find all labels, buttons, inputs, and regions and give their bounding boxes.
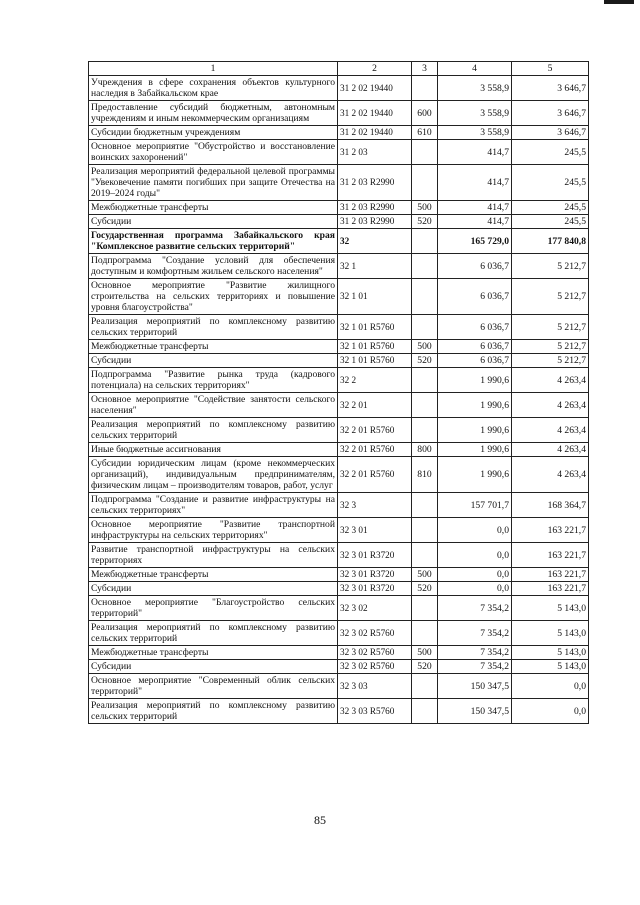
name-cell: Субсидии бюджетным учреждениям xyxy=(89,126,338,140)
vr-cell xyxy=(412,596,438,621)
value-year2-cell: 3 646,7 xyxy=(512,126,589,140)
table-row xyxy=(89,518,589,543)
header-cell: 4 xyxy=(438,62,512,76)
table-row xyxy=(89,140,589,165)
budget-table xyxy=(88,61,589,724)
code-cell: 32 2 01 R5760 xyxy=(338,418,412,443)
value-year2-cell: 245,5 xyxy=(512,165,589,201)
value-year2-cell: 177 840,8 xyxy=(512,229,589,254)
table-row xyxy=(89,418,589,443)
table-row xyxy=(89,254,589,279)
vr-cell: 500 xyxy=(412,646,438,660)
value-year2-cell: 4 263,4 xyxy=(512,443,589,457)
value-year1-cell: 157 701,7 xyxy=(438,493,512,518)
table-row xyxy=(89,443,589,457)
table-row xyxy=(89,393,589,418)
table-row xyxy=(89,568,589,582)
code-cell: 31 2 03 R2990 xyxy=(338,215,412,229)
vr-cell xyxy=(412,543,438,568)
table-row xyxy=(89,660,589,674)
code-cell: 32 xyxy=(338,229,412,254)
value-year1-cell: 165 729,0 xyxy=(438,229,512,254)
table-row xyxy=(89,596,589,621)
vr-cell xyxy=(412,165,438,201)
code-cell: 31 2 02 19440 xyxy=(338,126,412,140)
name-cell: Развитие транспортной инфраструктуры на сельских территориях xyxy=(89,543,338,568)
vr-cell xyxy=(412,368,438,393)
value-year1-cell: 6 036,7 xyxy=(438,340,512,354)
vr-cell xyxy=(412,229,438,254)
vr-cell xyxy=(412,76,438,101)
table-row xyxy=(89,457,589,493)
vr-cell xyxy=(412,418,438,443)
vr-cell: 600 xyxy=(412,101,438,126)
value-year2-cell: 3 646,7 xyxy=(512,101,589,126)
value-year1-cell: 150 347,5 xyxy=(438,674,512,699)
header-cell: 3 xyxy=(412,62,438,76)
code-cell: 32 3 02 xyxy=(338,596,412,621)
value-year1-cell: 1 990,6 xyxy=(438,393,512,418)
name-cell: Предоставление субсидий бюджетным, автономным учреждениям и иным некоммерческим организациям xyxy=(89,101,338,126)
code-cell: 32 2 01 R5760 xyxy=(338,457,412,493)
name-cell: Субсидии xyxy=(89,215,338,229)
name-cell: Основное мероприятие "Современный облик сельских территорий" xyxy=(89,674,338,699)
value-year2-cell: 163 221,7 xyxy=(512,582,589,596)
code-cell: 32 3 03 xyxy=(338,674,412,699)
code-cell: 32 1 01 R5760 xyxy=(338,340,412,354)
vr-cell: 500 xyxy=(412,201,438,215)
page-number: 85 xyxy=(314,813,326,827)
name-cell: Подпрограмма "Создание и развитие инфраструктуры на сельских территориях" xyxy=(89,493,338,518)
value-year1-cell: 1 990,6 xyxy=(438,443,512,457)
code-cell: 32 3 01 xyxy=(338,518,412,543)
value-year1-cell: 6 036,7 xyxy=(438,354,512,368)
code-cell: 32 1 01 R5760 xyxy=(338,315,412,340)
value-year2-cell: 5 212,7 xyxy=(512,340,589,354)
value-year2-cell: 5 212,7 xyxy=(512,354,589,368)
code-cell: 32 2 xyxy=(338,368,412,393)
value-year1-cell: 414,7 xyxy=(438,165,512,201)
table-row xyxy=(89,165,589,201)
name-cell: Иные бюджетные ассигнования xyxy=(89,443,338,457)
value-year2-cell: 5 143,0 xyxy=(512,621,589,646)
name-cell: Межбюджетные трансферты xyxy=(89,340,338,354)
vr-cell xyxy=(412,518,438,543)
vr-cell: 520 xyxy=(412,582,438,596)
value-year2-cell: 0,0 xyxy=(512,699,589,724)
code-cell: 32 1 01 xyxy=(338,279,412,315)
value-year1-cell: 150 347,5 xyxy=(438,699,512,724)
name-cell: Основное мероприятие "Благоустройство сельских территорий" xyxy=(89,596,338,621)
value-year2-cell: 0,0 xyxy=(512,674,589,699)
code-cell: 31 2 03 xyxy=(338,140,412,165)
table-row xyxy=(89,215,589,229)
vr-cell xyxy=(412,699,438,724)
table-row xyxy=(89,368,589,393)
header-cell: 5 xyxy=(512,62,589,76)
value-year2-cell: 163 221,7 xyxy=(512,518,589,543)
code-cell: 32 1 01 R5760 xyxy=(338,354,412,368)
value-year2-cell: 5 143,0 xyxy=(512,596,589,621)
value-year1-cell: 3 558,9 xyxy=(438,126,512,140)
header-cell: 1 xyxy=(89,62,338,76)
table-row xyxy=(89,493,589,518)
vr-cell: 500 xyxy=(412,340,438,354)
vr-cell: 500 xyxy=(412,568,438,582)
name-cell: Реализация мероприятий по комплексному развитию сельских территорий xyxy=(89,418,338,443)
value-year2-cell: 4 263,4 xyxy=(512,457,589,493)
code-cell: 31 2 02 19440 xyxy=(338,76,412,101)
table-row xyxy=(89,354,589,368)
table-row xyxy=(89,229,589,254)
name-cell: Подпрограмма "Создание условий для обеспечения доступным и комфортным жильем сельского населения" xyxy=(89,254,338,279)
value-year2-cell: 245,5 xyxy=(512,215,589,229)
value-year2-cell: 5 143,0 xyxy=(512,646,589,660)
table-body xyxy=(89,76,589,724)
value-year1-cell: 7 354,2 xyxy=(438,646,512,660)
table-row xyxy=(89,543,589,568)
name-cell: Подпрограмма "Развитие рынка труда (кадрового потенциала) на сельских территориях" xyxy=(89,368,338,393)
value-year1-cell: 7 354,2 xyxy=(438,660,512,674)
name-cell: Субсидии xyxy=(89,582,338,596)
code-cell: 32 3 03 R5760 xyxy=(338,699,412,724)
value-year1-cell: 0,0 xyxy=(438,543,512,568)
vr-cell: 520 xyxy=(412,215,438,229)
name-cell: Реализация мероприятий федеральной целевой программы "Увековечение памяти погибших при защите Отечества на 2019–2024 годы" xyxy=(89,165,338,201)
name-cell: Субсидии юридическим лицам (кроме некоммерческих организаций), индивидуальным предпринимателям, физическим лицам – производителям товаров, работ, услуг xyxy=(89,457,338,493)
name-cell: Учреждения в сфере сохранения объектов культурного наследия в Забайкальском крае xyxy=(89,76,338,101)
code-cell: 32 3 02 R5760 xyxy=(338,646,412,660)
table-row xyxy=(89,126,589,140)
code-cell: 31 2 02 19440 xyxy=(338,101,412,126)
name-cell: Основное мероприятие "Обустройство и восстановление воинских захоронений" xyxy=(89,140,338,165)
value-year1-cell: 6 036,7 xyxy=(438,315,512,340)
value-year2-cell: 245,5 xyxy=(512,201,589,215)
value-year1-cell: 414,7 xyxy=(438,140,512,165)
code-cell: 32 2 01 R5760 xyxy=(338,443,412,457)
header-cell: 2 xyxy=(338,62,412,76)
vr-cell xyxy=(412,674,438,699)
name-cell: Реализация мероприятий по комплексному развитию сельских территорий xyxy=(89,315,338,340)
name-cell: Основное мероприятие "Содействие занятости сельского населения" xyxy=(89,393,338,418)
value-year2-cell: 4 263,4 xyxy=(512,393,589,418)
vr-cell xyxy=(412,493,438,518)
code-cell: 32 3 02 R5760 xyxy=(338,621,412,646)
code-cell: 31 2 03 R2990 xyxy=(338,165,412,201)
value-year1-cell: 3 558,9 xyxy=(438,101,512,126)
table-row xyxy=(89,101,589,126)
table-row xyxy=(89,76,589,101)
value-year1-cell: 1 990,6 xyxy=(438,368,512,393)
value-year2-cell: 5 143,0 xyxy=(512,660,589,674)
value-year2-cell: 3 646,7 xyxy=(512,76,589,101)
scan-edge-mark xyxy=(604,0,634,4)
name-cell: Государственная программа Забайкальского края "Комплексное развитие сельских территорий" xyxy=(89,229,338,254)
vr-cell xyxy=(412,393,438,418)
value-year1-cell: 3 558,9 xyxy=(438,76,512,101)
table-row xyxy=(89,279,589,315)
value-year1-cell: 0,0 xyxy=(438,518,512,543)
table-row xyxy=(89,340,589,354)
value-year1-cell: 7 354,2 xyxy=(438,596,512,621)
header-row xyxy=(89,62,589,76)
name-cell: Субсидии xyxy=(89,354,338,368)
value-year1-cell: 0,0 xyxy=(438,568,512,582)
name-cell: Межбюджетные трансферты xyxy=(89,646,338,660)
table-row xyxy=(89,315,589,340)
table-row xyxy=(89,646,589,660)
value-year1-cell: 6 036,7 xyxy=(438,254,512,279)
vr-cell: 800 xyxy=(412,443,438,457)
code-cell: 32 3 01 R3720 xyxy=(338,568,412,582)
vr-cell xyxy=(412,621,438,646)
value-year1-cell: 7 354,2 xyxy=(438,621,512,646)
table-row xyxy=(89,674,589,699)
vr-cell: 520 xyxy=(412,660,438,674)
table-row xyxy=(89,621,589,646)
value-year1-cell: 0,0 xyxy=(438,582,512,596)
value-year2-cell: 5 212,7 xyxy=(512,315,589,340)
value-year1-cell: 6 036,7 xyxy=(438,279,512,315)
value-year1-cell: 1 990,6 xyxy=(438,418,512,443)
name-cell: Субсидии xyxy=(89,660,338,674)
code-cell: 32 3 02 R5760 xyxy=(338,660,412,674)
name-cell: Межбюджетные трансферты xyxy=(89,201,338,215)
name-cell: Реализация мероприятий по комплексному развитию сельских территорий xyxy=(89,699,338,724)
vr-cell xyxy=(412,279,438,315)
code-cell: 31 2 03 R2990 xyxy=(338,201,412,215)
value-year2-cell: 163 221,7 xyxy=(512,568,589,582)
value-year2-cell: 5 212,7 xyxy=(512,254,589,279)
vr-cell xyxy=(412,254,438,279)
code-cell: 32 3 01 R3720 xyxy=(338,582,412,596)
code-cell: 32 3 01 R3720 xyxy=(338,543,412,568)
value-year2-cell: 163 221,7 xyxy=(512,543,589,568)
value-year1-cell: 414,7 xyxy=(438,215,512,229)
table-row xyxy=(89,582,589,596)
name-cell: Основное мероприятие "Развитие жилищного строительства на сельских территориях и повышение уровня благоустройства" xyxy=(89,279,338,315)
name-cell: Основное мероприятие "Развитие транспортной инфраструктуры на сельских территориях" xyxy=(89,518,338,543)
table-row xyxy=(89,201,589,215)
vr-cell xyxy=(412,315,438,340)
name-cell: Межбюджетные трансферты xyxy=(89,568,338,582)
value-year2-cell: 245,5 xyxy=(512,140,589,165)
vr-cell xyxy=(412,140,438,165)
value-year2-cell: 5 212,7 xyxy=(512,279,589,315)
value-year1-cell: 1 990,6 xyxy=(438,457,512,493)
value-year2-cell: 4 263,4 xyxy=(512,368,589,393)
table-row xyxy=(89,699,589,724)
value-year2-cell: 168 364,7 xyxy=(512,493,589,518)
code-cell: 32 3 xyxy=(338,493,412,518)
name-cell: Реализация мероприятий по комплексному развитию сельских территорий xyxy=(89,621,338,646)
code-cell: 32 1 xyxy=(338,254,412,279)
vr-cell: 520 xyxy=(412,354,438,368)
vr-cell: 810 xyxy=(412,457,438,493)
vr-cell: 610 xyxy=(412,126,438,140)
value-year2-cell: 4 263,4 xyxy=(512,418,589,443)
value-year1-cell: 414,7 xyxy=(438,201,512,215)
code-cell: 32 2 01 xyxy=(338,393,412,418)
